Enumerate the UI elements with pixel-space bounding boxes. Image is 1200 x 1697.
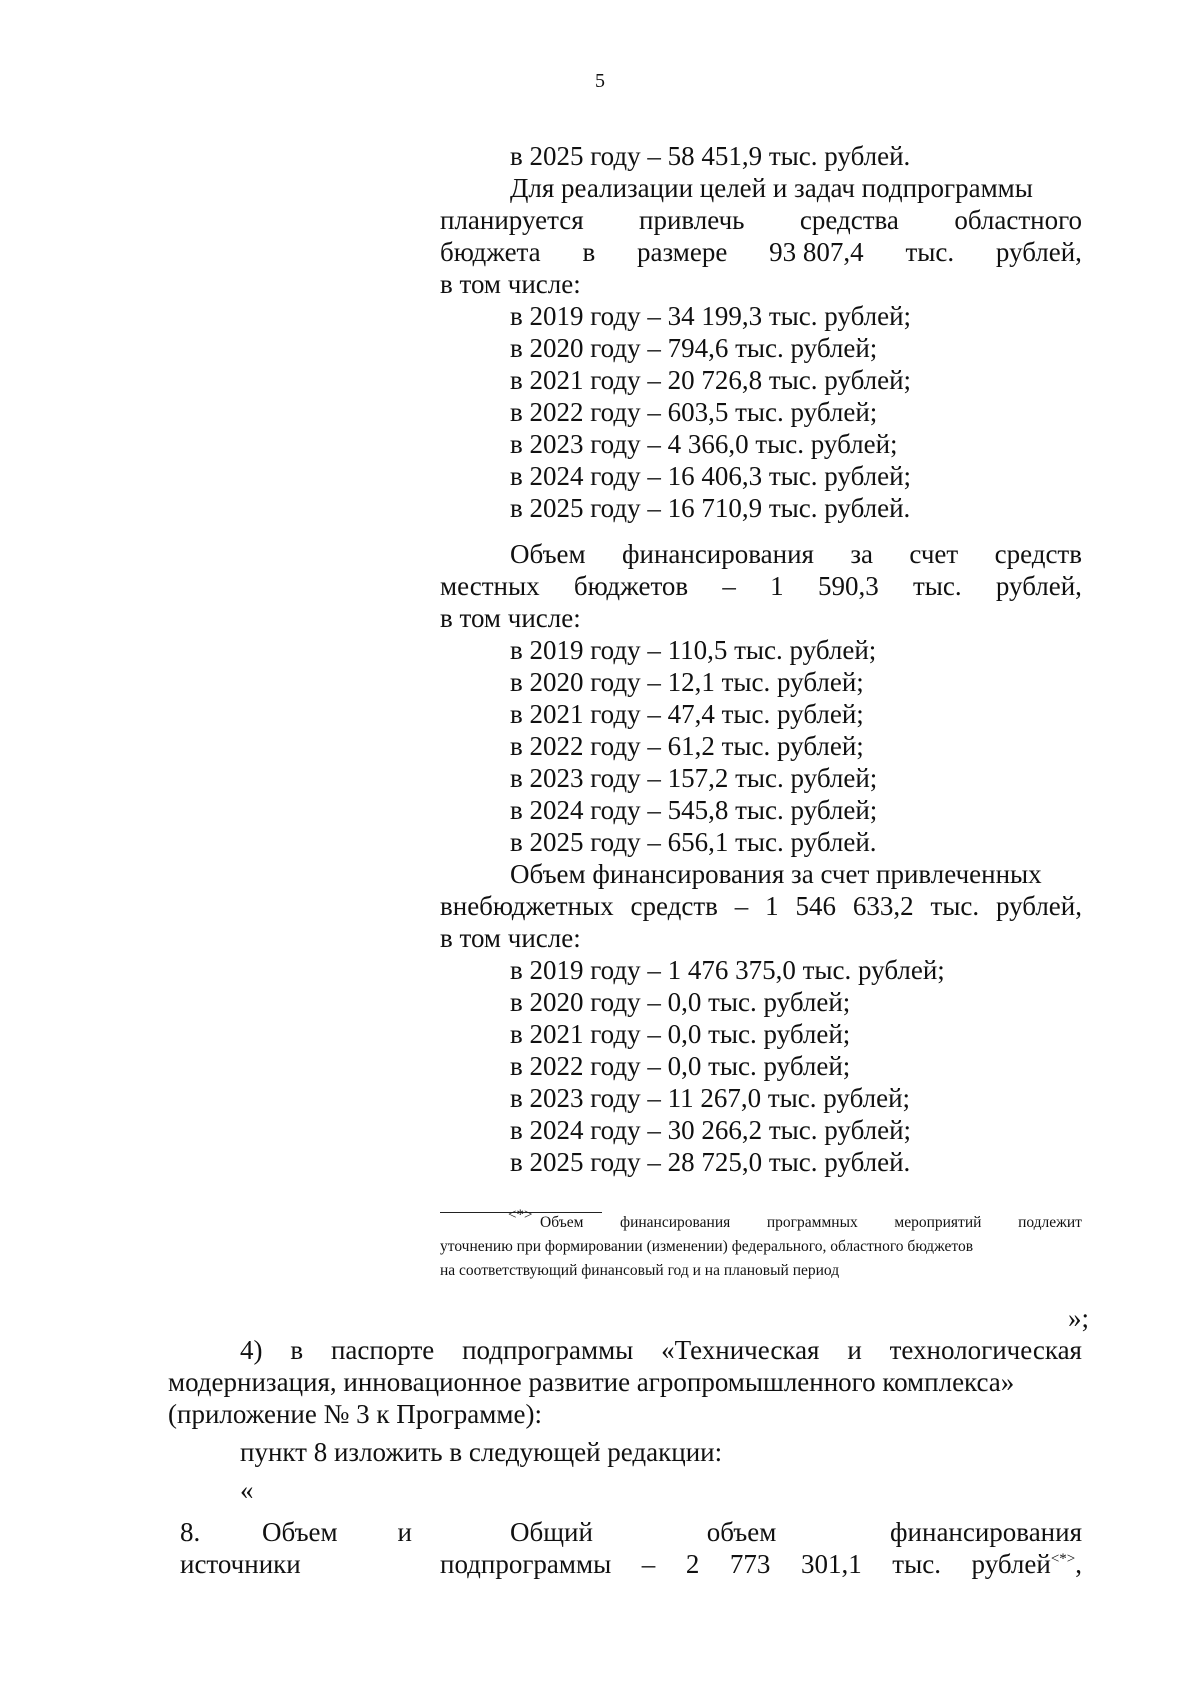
local-year-2021: в 2021 году – 47,4 тыс. рублей;	[510, 699, 864, 729]
word: 2	[685, 1549, 700, 1579]
amendment-line-3: (приложение № 3 к Программе):	[168, 1399, 542, 1429]
word: Объем	[262, 1517, 338, 1547]
extrabudget-year-2021: в 2021 году – 0,0 тыс. рублей;	[510, 1019, 851, 1049]
word: технологическая	[889, 1335, 1082, 1365]
amendment-line-2: модернизация, инновационное развитие агропромышленного комплекса»	[168, 1367, 1015, 1397]
amendment-line-1	[240, 1334, 1082, 1366]
word: местных	[440, 571, 540, 601]
word: подлежит	[1018, 1214, 1082, 1231]
word: Объем	[510, 539, 586, 569]
word: 1	[765, 891, 779, 921]
row-number: 8.	[180, 1517, 201, 1547]
extrabudget-year-2024: в 2024 году – 30 266,2 тыс. рублей;	[510, 1115, 912, 1145]
extrabudget-year-2019: в 2019 году – 1 476 375,0 тыс. рублей;	[510, 955, 945, 985]
word: внебюджетных	[440, 891, 614, 921]
local-year-2024: в 2024 году – 545,8 тыс. рублей;	[510, 795, 878, 825]
extrabudget-line-2	[440, 890, 1082, 922]
word: тыс.	[905, 237, 955, 267]
word: финансирования	[890, 1517, 1082, 1547]
regional-line-3	[440, 236, 1082, 268]
word: тыс.	[912, 571, 962, 601]
word: паспорте	[330, 1335, 435, 1365]
word: 1	[770, 571, 784, 601]
local-year-2022: в 2022 году – 61,2 тыс. рублей;	[510, 731, 864, 761]
regional-year-2022: в 2022 году – 603,5 тыс. рублей;	[510, 397, 878, 427]
trailing-comma: ,	[1075, 1549, 1082, 1579]
word: в	[582, 237, 596, 267]
word: «Техническая	[661, 1335, 820, 1365]
word: средства	[799, 205, 899, 235]
word: подпрограммы	[462, 1335, 634, 1365]
word: программных	[766, 1214, 858, 1231]
footnote-marker-sup: <*>	[508, 1206, 533, 1223]
word: финансирования	[620, 1214, 731, 1231]
regional-year-2025: в 2025 году – 16 710,9 тыс. рублей.	[510, 493, 911, 523]
word: 301,1	[800, 1549, 862, 1579]
opening-line: в 2025 году – 58 451,9 тыс. рублей.	[510, 141, 911, 171]
extrabudget-in-total: в том числе:	[440, 923, 581, 953]
regional-year-2021: в 2021 году – 20 726,8 тыс. рублей;	[510, 365, 912, 395]
word: 4)	[240, 1335, 263, 1365]
word: –	[641, 1549, 656, 1579]
open-quote: «	[240, 1475, 254, 1505]
regional-intro: Для реализации целей и задач подпрограммы	[510, 173, 1033, 203]
word: в	[290, 1335, 304, 1365]
local-line-1	[510, 538, 1082, 570]
footnote-line-1	[540, 1212, 1082, 1234]
local-year-2023: в 2023 году – 157,2 тыс. рублей;	[510, 763, 878, 793]
extrabudget-year-2022: в 2022 году – 0,0 тыс. рублей;	[510, 1051, 851, 1081]
footnote-line-3: на соответствующий финансовый год и на плановый период	[440, 1262, 840, 1279]
word: Общий	[510, 1517, 593, 1547]
word: за	[850, 539, 873, 569]
word: и	[847, 1335, 862, 1365]
word: счет	[909, 539, 959, 569]
row-label-line-1	[262, 1516, 412, 1548]
word: средств	[630, 891, 718, 921]
word: финансирования	[622, 539, 814, 569]
word: подпрограммы	[440, 1549, 612, 1579]
word: –	[734, 891, 749, 921]
local-year-2019: в 2019 году – 110,5 тыс. рублей;	[510, 635, 877, 665]
regional-line-2	[440, 204, 1082, 236]
word: планируется	[440, 205, 584, 235]
extrabudget-line-1: Объем финансирования за счет привлеченных	[510, 859, 1042, 889]
local-line-2	[440, 570, 1082, 602]
local-year-2025: в 2025 году – 656,1 тыс. рублей.	[510, 827, 877, 857]
page-number: 5	[595, 70, 605, 92]
word: 93 807,4	[769, 237, 864, 267]
extrabudget-year-2023: в 2023 году – 11 267,0 тыс. рублей;	[510, 1083, 911, 1113]
instruction: пункт 8 изложить в следующей редакции:	[240, 1437, 723, 1467]
extrabudget-year-2025: в 2025 году – 28 725,0 тыс. рублей.	[510, 1147, 911, 1177]
row-label-line-2: источники	[180, 1549, 301, 1579]
footnote-line-2: уточнению при формировании (изменении) федерального, областного бюджетов	[440, 1238, 974, 1255]
word: рублей,	[995, 891, 1082, 921]
regional-in-total: в том числе:	[440, 269, 581, 299]
closing-quote: »;	[1068, 1303, 1090, 1333]
word: размере	[637, 237, 728, 267]
regional-year-2023: в 2023 году – 4 366,0 тыс. рублей;	[510, 429, 898, 459]
word: Объем	[540, 1214, 584, 1231]
word: областного	[954, 205, 1082, 235]
word: 773	[729, 1549, 771, 1579]
word: 633,2	[852, 891, 914, 921]
word: объем	[706, 1517, 777, 1547]
local-in-total: в том числе:	[440, 603, 581, 633]
row-text-line-1	[510, 1516, 1082, 1548]
regional-year-2024: в 2024 году – 16 406,3 тыс. рублей;	[510, 461, 912, 491]
word: тыс.	[892, 1549, 941, 1579]
word-with-marker	[972, 1548, 1082, 1580]
word: бюджетов	[573, 571, 689, 601]
word: мероприятий	[894, 1214, 982, 1231]
regional-year-2019: в 2019 году – 34 199,3 тыс. рублей;	[510, 301, 912, 331]
row-text-line-2	[440, 1548, 1082, 1580]
word: бюджета	[440, 237, 541, 267]
extrabudget-year-2020: в 2020 году – 0,0 тыс. рублей;	[510, 987, 851, 1017]
word: 546	[795, 891, 836, 921]
word: тыс.	[930, 891, 980, 921]
regional-year-2020: в 2020 году – 794,6 тыс. рублей;	[510, 333, 878, 363]
word: и	[397, 1517, 412, 1547]
word: рублей	[971, 1549, 1051, 1579]
word: рублей,	[995, 237, 1082, 267]
word: –	[722, 571, 736, 601]
footnote-ref-marker: <*>	[1050, 1551, 1076, 1567]
word: 590,3	[817, 571, 879, 601]
word: привлечь	[639, 205, 745, 235]
word: средств	[994, 539, 1082, 569]
word: рублей,	[995, 571, 1082, 601]
local-year-2020: в 2020 году – 12,1 тыс. рублей;	[510, 667, 864, 697]
footnote-marker	[508, 1206, 533, 1232]
